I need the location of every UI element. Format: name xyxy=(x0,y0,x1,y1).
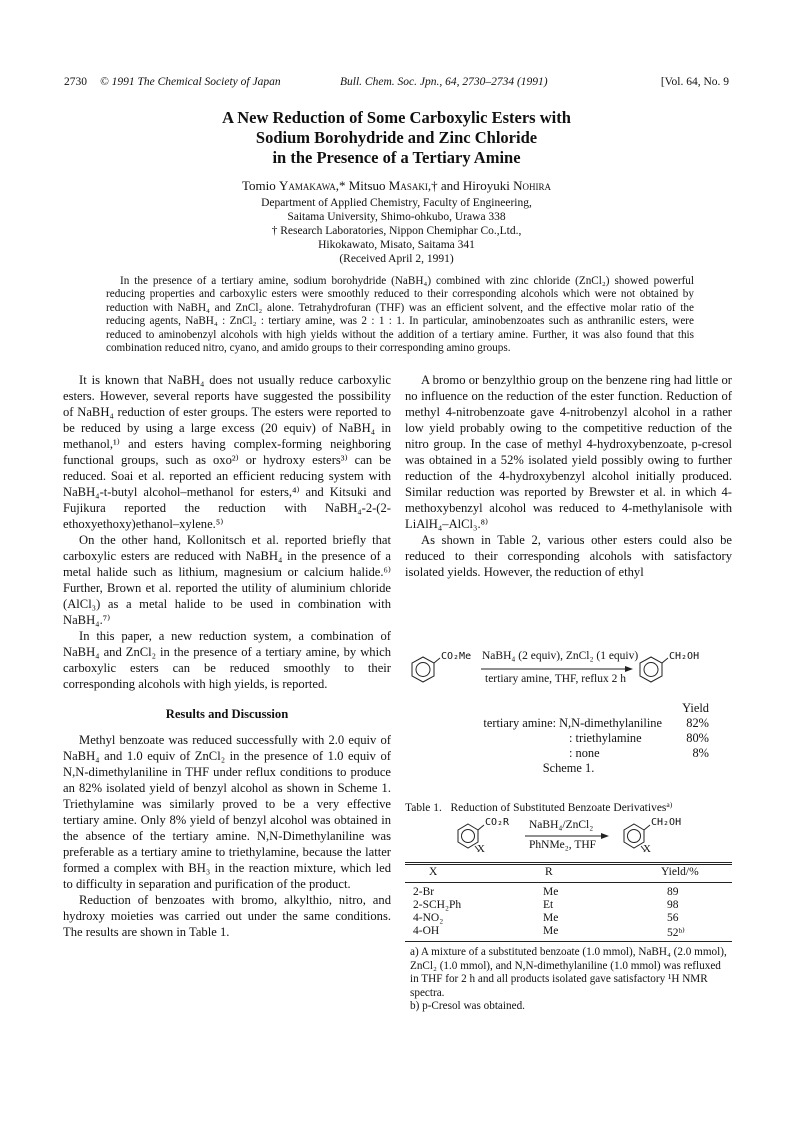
affiliation-block xyxy=(60,196,733,266)
table-cell: 56 xyxy=(667,912,679,924)
body-column-right xyxy=(405,372,732,580)
yield-row-value: 82% xyxy=(686,716,709,730)
scheme-caption: Scheme 1. xyxy=(542,761,595,775)
table-cell: 52ᵇ⁾ xyxy=(667,927,685,939)
table-cell: 4-NO₂ xyxy=(413,912,444,924)
table-rule-top-double xyxy=(405,864,732,865)
author-1-last: Yamakawa xyxy=(279,178,336,193)
table-reagent-bottom: PhNMe₂, THF xyxy=(529,839,597,851)
table-cell: Et xyxy=(543,899,554,911)
author-1-mark: ,* xyxy=(335,178,346,193)
affiliation-line: Saitama University, Shimo-ohkubo, Urawa 338 xyxy=(287,211,506,223)
section-heading: Results and Discussion xyxy=(165,707,289,721)
title-line-3: in the Presence of a Tertiary Amine xyxy=(272,148,521,167)
author-2-first: Mitsuo xyxy=(348,178,386,193)
author-1-first: Tomio xyxy=(242,178,276,193)
table-1-caption xyxy=(405,800,732,814)
table-cell: Me xyxy=(543,912,559,924)
benzene-ring-icon xyxy=(412,657,440,682)
table-header-x: X xyxy=(429,866,438,878)
paragraph: On the other hand, Kollonitsch et al. reported briefly that carboxylic esters are reduced with NaBH₄ in the presence of a metal halide such as lithium, magnesium or calcium halide.⁶⁾ Further, Brown et al. reported the utility of aluminium chloride (AlCl₃) as a metal halide to be used in combination with NaBH₄.⁷⁾ xyxy=(63,533,391,627)
paragraph: It is known that NaBH₄ does not usually reduce carboxylic esters. However, several reports have suggested the possibility of NaBH₄ reduction of ester groups. The esters were reported to be reduced by using a large excess (20 equiv) of NaBH₄ in methanol,¹⁾ and esters having complex-forming neighboring functional groups, such as oxo²⁾ or hydroxy esters³⁾ can be reduced. Soai et al. reported an efficient reducing system with NaBH₄-t-butyl alcohol–methanol for esters,⁴⁾ and Kitsuki and Fujikura reported the reduction with NaBH₄-2-(2-ethoxyethoxy)ethanol–xylene.⁵⁾ xyxy=(63,373,391,531)
yield-row-label: : triethylamine xyxy=(569,731,642,745)
table-1-caption-text: Table 1. Reduction of Substituted Benzoate Derivatives xyxy=(405,802,667,814)
scheme-yield-table xyxy=(405,701,709,761)
table-x-right: X xyxy=(643,843,651,855)
running-header xyxy=(64,76,729,92)
author-list xyxy=(60,178,733,194)
received-date: (Received April 2, 1991) xyxy=(339,253,454,265)
substituent-left: CO₂Me xyxy=(441,651,472,662)
reaction-conditions-top: NaBH₄ (2 equiv), ZnCl₂ (1 equiv) xyxy=(482,650,639,662)
paper-title xyxy=(60,108,733,168)
affiliation-line: Department of Applied Chemistry, Faculty of Engineering, xyxy=(261,197,532,209)
benzene-ring-icon xyxy=(640,657,668,682)
table-rule-header xyxy=(405,882,732,883)
author-2-mark: ,† xyxy=(427,178,438,193)
copyright: © 1991 The Chemical Society of Japan xyxy=(100,76,281,88)
paragraph: Methyl benzoate was reduced successfully with 2.0 equiv of NaBH₄ and 1.0 equiv of ZnCl₂ in the presence of 1.0 equiv of N,N-dimethylaniline in THF under reflux conditions to produce an 82% isolated yield of benzyl alcohol as shown in Scheme 1. Triethylamine was similarly proved to be a very effective tertiary amine. Only 8% yield of benzyl alcohol was obtained in the absence of the tertiary amine. N,N-Dimethylaniline was preferable as a tertiary amine to triethylamine, because the latter formed a complex with BH₃ in the reaction mixture, which led to difficulty in separation and purification of the product. xyxy=(63,733,391,891)
table-footnote-a: a) A mixture of a substituted benzoate (1.0 mmol), NaBH₄ (2.0 mmol), ZnCl₂ (1.0 mmol), and N,N-dimethylaniline (1.0 mmol) was refluxed in THF for 2 h and all products isolated gave satisfactory ¹H NMR spectra. xyxy=(410,946,727,999)
table-cell: 98 xyxy=(667,899,679,911)
affiliation-line: † Research Laboratories, Nippon Chemiphar Co.,Ltd., xyxy=(271,225,522,237)
table-x-left: X xyxy=(477,843,485,855)
table-reagent-top: NaBH₄/ZnCl₂ xyxy=(529,819,594,831)
author-3-first: Hiroyuki xyxy=(462,178,510,193)
yield-header: Yield xyxy=(682,701,709,715)
yield-row-label: : none xyxy=(569,746,600,760)
table-footnotes xyxy=(410,946,732,1014)
yield-row xyxy=(405,716,709,731)
scheme-1 xyxy=(405,645,732,775)
table-rule-top xyxy=(405,862,732,863)
table-cell: Me xyxy=(543,886,559,898)
table-cell: 2-SCH₂Ph xyxy=(413,899,462,911)
arrow-head-icon xyxy=(625,666,633,672)
table-substituent-right: CH₂OH xyxy=(651,817,682,828)
yield-row-value: 80% xyxy=(686,731,709,745)
affiliation-line: Hikokawato, Misato, Saitama 341 xyxy=(318,239,475,251)
yield-row-label: tertiary amine: N,N-dimethylaniline xyxy=(483,716,662,730)
table-rule-bottom xyxy=(405,941,732,942)
table-1-reaction xyxy=(405,816,732,856)
yield-row-value: 8% xyxy=(692,746,709,760)
table-header-yield: Yield/% xyxy=(661,866,699,878)
table-header-r: R xyxy=(545,866,553,878)
table-1-caption-mark: a) xyxy=(666,800,673,809)
yield-row xyxy=(405,746,709,761)
paragraph: A bromo or benzylthio group on the benzene ring had little or no influence on the reduction of the ester function. Reduction of methyl 4-nitrobenzoate gave 4-nitrobenzyl alcohol in a rather low yield probably owing to the competitive reduction of the nitro group. In the case of methyl 4-hydroxybenzoate, p-cresol was obtained in a 52% isolated yield possibly owing to further reduction of the 4-hydroxybenzyl alcohol initially produced. Similar reduction was reported by Brewster et al. in which 4-methoxybenzyl alcohol was reduced to 4-methylanisole with LiAlH₄–AlCl₃.⁸⁾ xyxy=(405,373,732,531)
paragraph: In this paper, a new reduction system, a combination of NaBH₄ and ZnCl₂ in the presence of a tertiary amine, by which carboxylic esters can be reduced smoothly to their corresponding alcohols with high yields, is reported. xyxy=(63,629,391,691)
journal-citation: Bull. Chem. Soc. Jpn., 64, 2730–2734 (1991) xyxy=(340,76,548,88)
title-line-1: A New Reduction of Some Carboxylic Esters with xyxy=(222,108,571,127)
author-and: and xyxy=(440,178,460,193)
arrow-head-icon xyxy=(601,833,609,839)
paragraph: As shown in Table 2, various other esters could also be reduced to their corresponding alcohols with satisfactory isolated yields. However, the reduction of ethyl xyxy=(405,533,732,579)
table-cell: 4-OH xyxy=(413,925,440,937)
title-line-2: Sodium Borohydride and Zinc Chloride xyxy=(255,128,538,147)
yield-row xyxy=(405,731,709,746)
page-number: 2730 xyxy=(64,76,87,88)
body-column-left xyxy=(63,372,391,940)
table-cell: 2-Br xyxy=(413,886,435,898)
table-1 xyxy=(405,862,732,942)
volume-issue: [Vol. 64, No. 9 xyxy=(660,76,729,88)
abstract: In the presence of a tertiary amine, sodium borohydride (NaBH₄) combined with zinc chloride (ZnCl₂) showed powerful reducing properties and carboxylic esters were smoothly reduced to their corresponding alcohols which were not obtained by reduction with NaBH₄ and ZnCl₂ alone. Tetrahydrofuran (THF) was an efficient solvent, and the effective molar ratio of the reducing agents, NaBH₄ : ZnCl₂ : tertiary amine, was 2 : 1 : 1. In particular, aminobenzoates such as anthranilic esters, were reduced to aminobenzyl alcohols with high yields without the addition of a tertiary amine. Further, it was also found that this combination reduced nitro, cyano, and amido groups to their corresponding amino groups. xyxy=(106,275,694,355)
table-cell: 89 xyxy=(667,886,679,898)
table-footnote-b: b) p-Cresol was obtained. xyxy=(410,1000,525,1012)
paragraph: Reduction of benzoates with bromo, alkylthio, nitro, and hydroxy moieties was carried out under the same conditions. The results are shown in Table 1. xyxy=(63,893,391,939)
reaction-conditions-bottom: tertiary amine, THF, reflux 2 h xyxy=(485,673,626,685)
table-substituent-left: CO₂R xyxy=(485,817,510,828)
author-3-last: Nohira xyxy=(513,178,551,193)
substituent-right: CH₂OH xyxy=(669,651,700,662)
table-cell: Me xyxy=(543,925,559,937)
author-2-last: Masaki xyxy=(388,178,428,193)
